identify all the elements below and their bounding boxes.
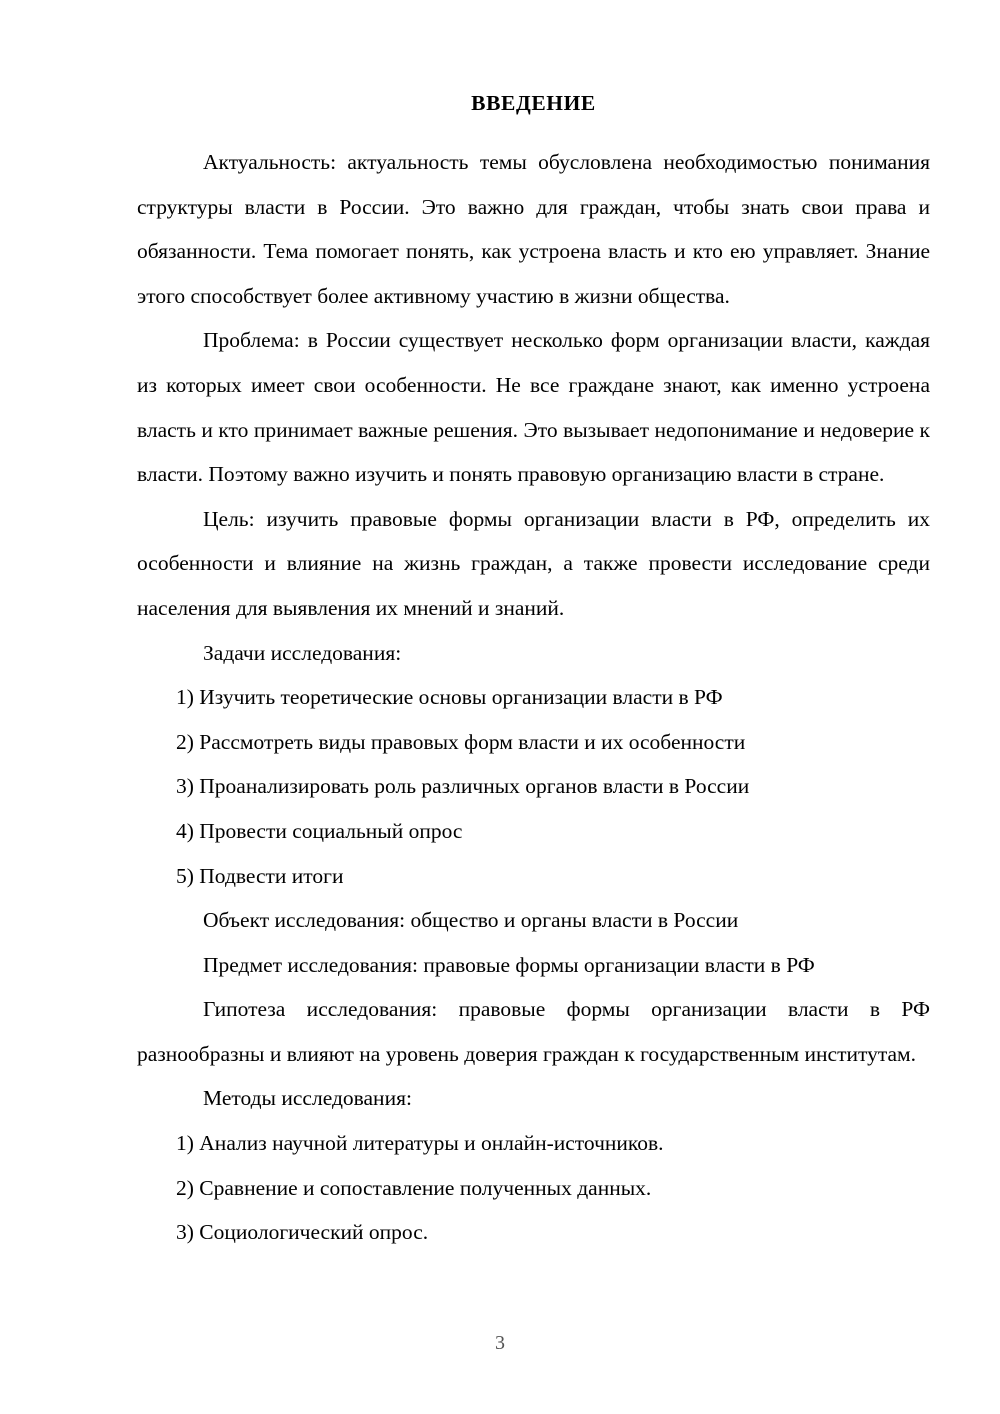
page-title: ВВЕДЕНИЕ (471, 91, 596, 115)
list-item: 4) Провести социальный опрос (176, 818, 463, 843)
list-item: 2) Сравнение и сопоставление полученных данных. (176, 1175, 652, 1200)
tasks-heading: Задачи исследования: (203, 640, 402, 665)
research-object-line: Объект исследования: общество и органы власти в России (203, 908, 739, 933)
document-body (137, 88, 930, 1255)
page-number: 3 (495, 1332, 505, 1354)
list-item: 3) Социологический опрос. (176, 1220, 429, 1245)
paragraph-relevance: Актуальность: актуальность темы обусловлена необходимостью понимания структуры власти в России. Это важно для граждан, чтобы знать свои права и обязанности. Тема помогает понять, как устроена власть и кто ею управляет. Знание этого способствует более активному участию в жизни общества. (137, 150, 930, 308)
list-item: 3) Проанализировать роль различных органов власти в России (176, 774, 750, 799)
methods-heading: Методы исследования: (203, 1086, 412, 1111)
paragraph-goal: Цель: изучить правовые формы организации власти в РФ, определить их особенности и влияние на жизнь граждан, а также провести исследование среди населения для выявления их мнений и знаний. (137, 506, 930, 620)
paragraph-problem: Проблема: в России существует несколько форм организации власти, каждая из которых имеет свои особенности. Не все граждане знают, как именно устроена власть и кто принимает важные решения. Это вызывает недопонимание и недоверие к власти. Поэтому важно изучить и понять правовую организацию власти в стране. (137, 328, 930, 487)
list-item: 1) Анализ научной литературы и онлайн-источников. (176, 1131, 664, 1156)
list-item: 1) Изучить теоретические основы организации власти в РФ (176, 685, 723, 710)
list-item: 5) Подвести итоги (176, 863, 344, 888)
research-subject-line: Предмет исследования: правовые формы организации власти в РФ (203, 952, 815, 977)
paragraph-hypothesis: Гипотеза исследования: правовые формы организации власти в РФ разнообразны и влияют на уровень доверия граждан к государственным институтам. (137, 997, 930, 1066)
list-item: 2) Рассмотреть виды правовых форм власти и их особенности (176, 729, 746, 754)
